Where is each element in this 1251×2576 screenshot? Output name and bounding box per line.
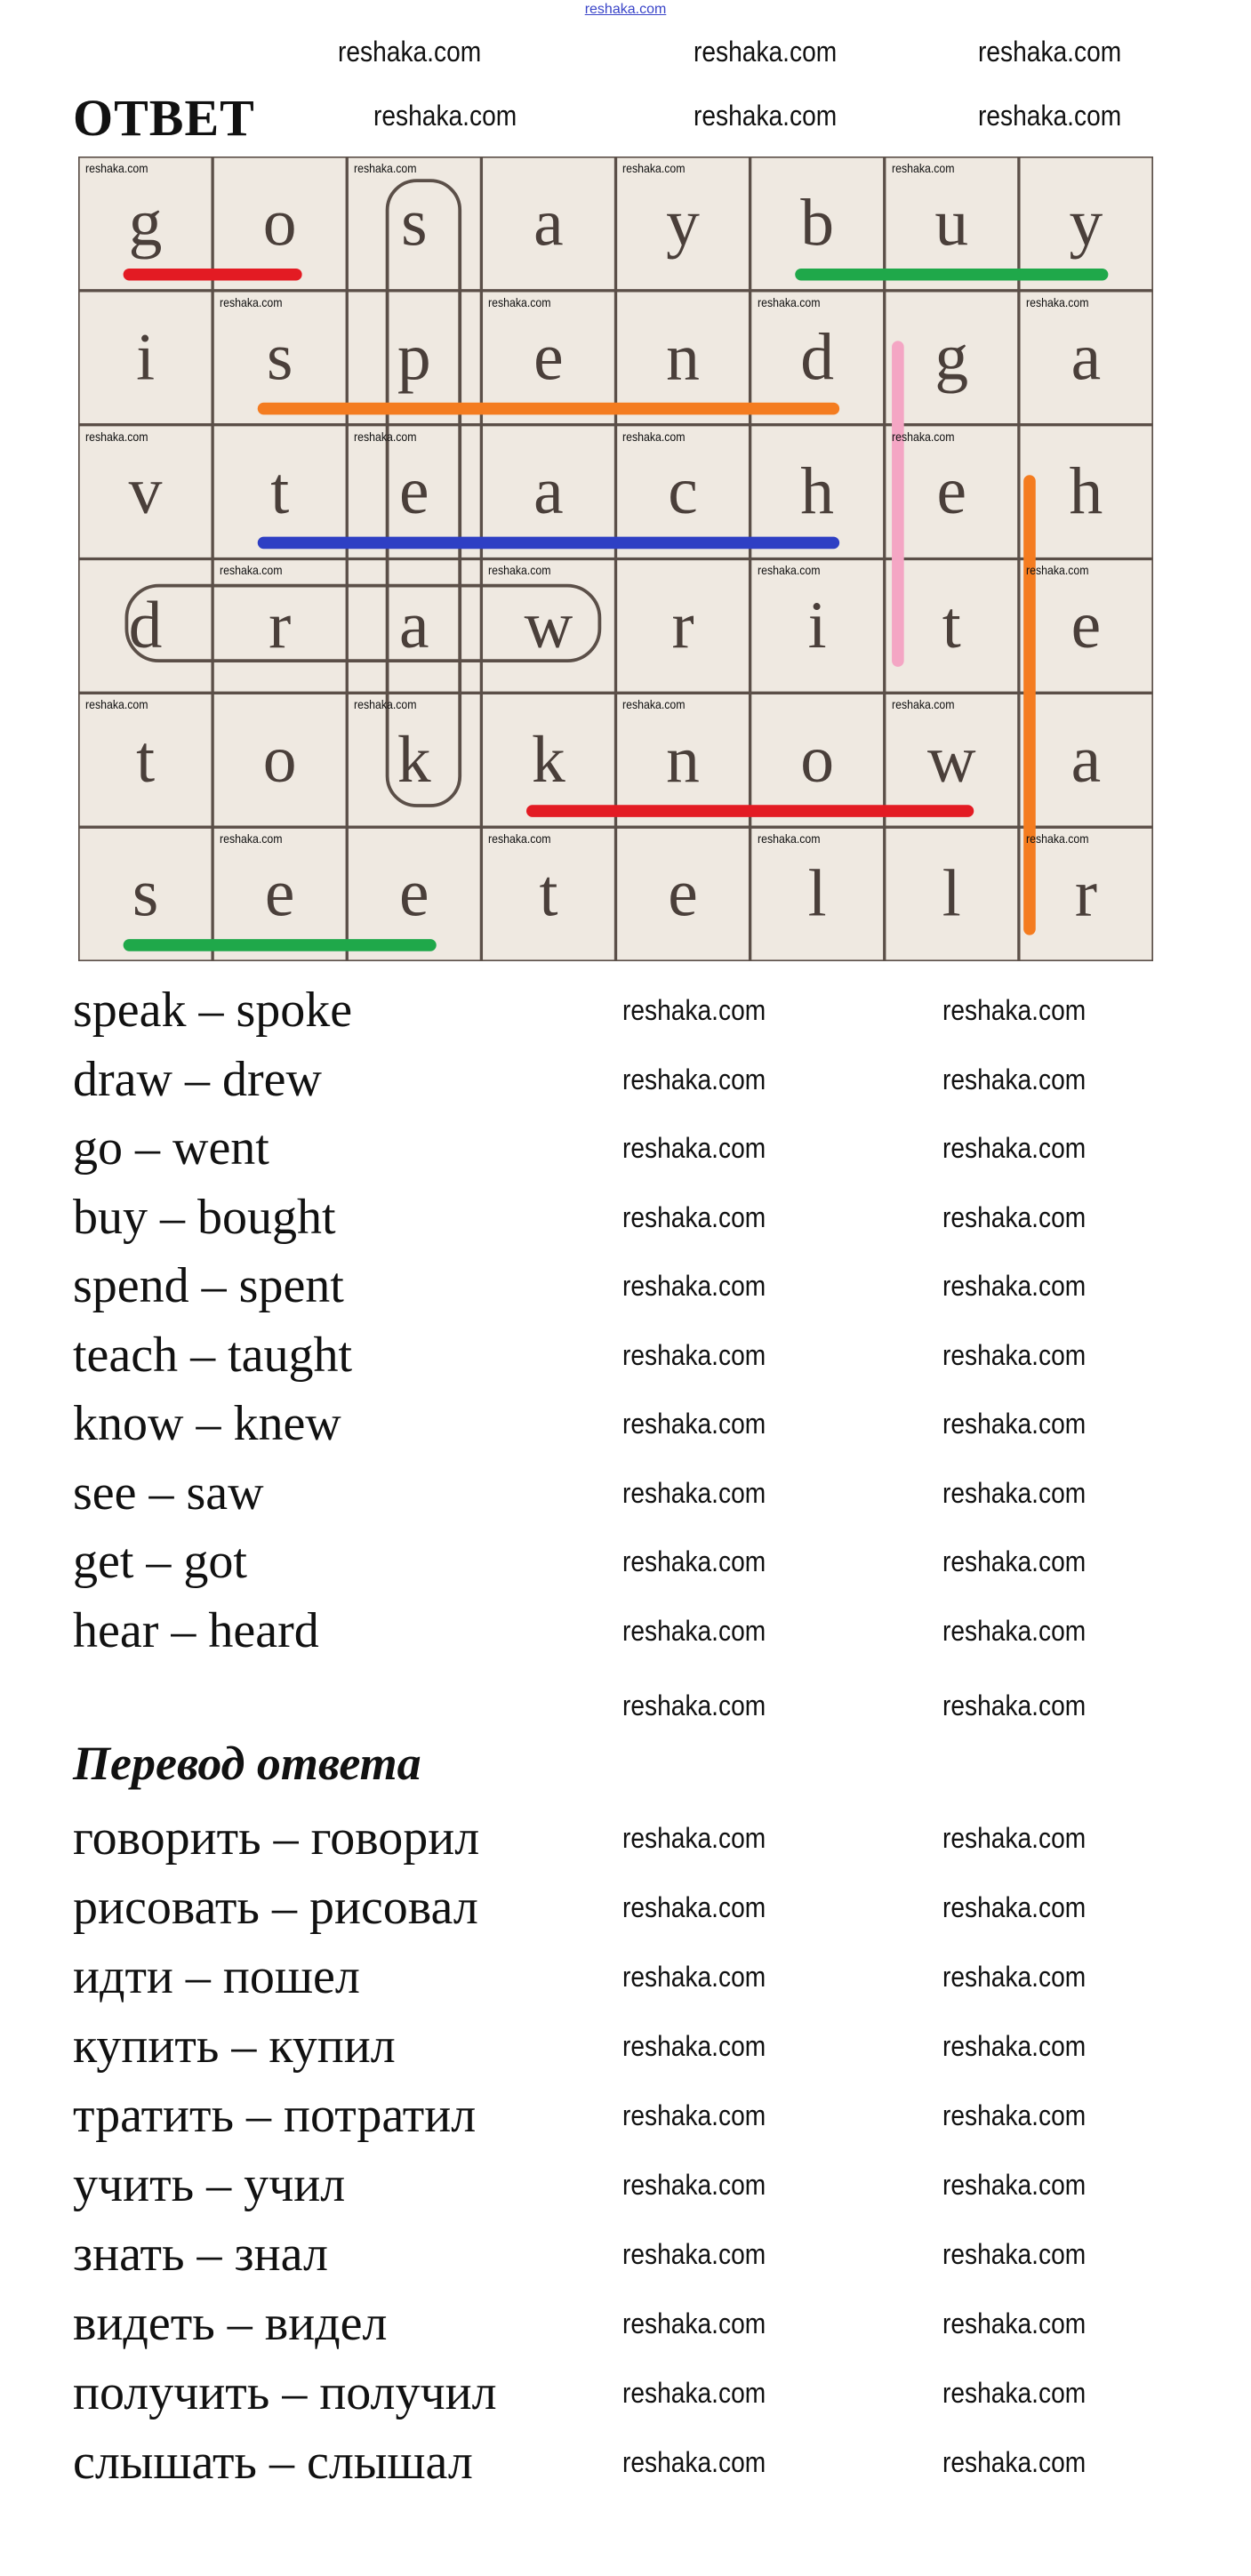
watermark: reshaka.com <box>942 2307 1087 2339</box>
watermark: reshaka.com <box>891 697 955 712</box>
grid-letter: a <box>399 589 429 663</box>
grid-letter: g <box>934 320 969 395</box>
translation-item: тратить – потратил <box>73 2088 477 2143</box>
grid-letter: e <box>936 454 967 529</box>
answer-item: draw – drew <box>73 1051 322 1107</box>
watermark: reshaka.com <box>942 1891 1087 1923</box>
site-link[interactable]: reshaka.com <box>584 2 667 17</box>
watermark: reshaka.com <box>942 2099 1087 2131</box>
watermark: reshaka.com <box>622 2169 766 2201</box>
watermark: reshaka.com <box>622 1200 766 1233</box>
translation-item: идти – пошел <box>73 1949 360 2004</box>
watermark: reshaka.com <box>942 1614 1087 1647</box>
watermark: reshaka.com <box>338 36 482 68</box>
translation-item: говорить – говорил <box>73 1810 480 1866</box>
answer-item: buy – bought <box>73 1189 336 1245</box>
grid-letter: k <box>397 722 431 797</box>
translation-list <box>73 1803 497 2497</box>
watermark: reshaka.com <box>942 2377 1087 2409</box>
watermark: reshaka.com <box>942 2169 1087 2201</box>
translation-item: видеть – видел <box>73 2296 388 2351</box>
watermark: reshaka.com <box>622 1270 766 1302</box>
watermark: reshaka.com <box>694 100 838 132</box>
watermark: reshaka.com <box>354 161 417 175</box>
answer-item: get – got <box>73 1534 247 1589</box>
grid-letter: e <box>1071 589 1102 663</box>
grid-letter: r <box>269 589 292 663</box>
watermark: reshaka.com <box>622 697 686 712</box>
grid-letter: e <box>668 856 698 931</box>
grid-letter: w <box>927 722 976 797</box>
watermark: reshaka.com <box>942 2030 1087 2062</box>
grid-letter: y <box>1069 186 1103 261</box>
watermark: reshaka.com <box>622 1822 766 1854</box>
grid-letter: v <box>128 454 163 529</box>
watermark: reshaka.com <box>622 1689 766 1721</box>
watermark: reshaka.com <box>942 1200 1087 1233</box>
grid-letter: l <box>942 856 961 931</box>
grid-letter: p <box>397 320 431 395</box>
watermark: reshaka.com <box>220 294 283 309</box>
grid-letter: t <box>942 589 961 663</box>
watermark: reshaka.com <box>942 1063 1087 1095</box>
grid-letter: s <box>401 186 428 261</box>
watermark: reshaka.com <box>622 1614 766 1647</box>
watermark: reshaka.com <box>942 1961 1087 1993</box>
grid-letter: g <box>128 186 163 261</box>
watermark: reshaka.com <box>488 563 551 578</box>
translation-item: знать – знал <box>73 2227 328 2282</box>
grid-letter: b <box>800 186 835 261</box>
grid-letter: d <box>800 320 835 395</box>
watermark: reshaka.com <box>942 1270 1087 1302</box>
grid-letter: a <box>533 186 564 261</box>
watermark: reshaka.com <box>622 2238 766 2270</box>
watermark: reshaka.com <box>622 1132 766 1164</box>
watermark: reshaka.com <box>622 1476 766 1509</box>
grid-letter: r <box>1074 856 1098 931</box>
translation-item: получить – получил <box>73 2365 497 2420</box>
translation-item: рисовать – рисовал <box>73 1880 478 1935</box>
answer-item: spend – spent <box>73 1258 344 1313</box>
watermark: reshaka.com <box>1025 294 1089 309</box>
watermark: reshaka.com <box>622 1961 766 1993</box>
watermark: reshaka.com <box>942 2238 1087 2270</box>
grid-letter: t <box>539 856 558 931</box>
grid-letter: e <box>399 454 429 529</box>
watermark: reshaka.com <box>978 36 1122 68</box>
watermark: reshaka.com <box>942 1408 1087 1440</box>
watermark: reshaka.com <box>488 831 551 846</box>
watermark: reshaka.com <box>354 697 417 712</box>
grid-letter: a <box>533 454 564 529</box>
watermark: reshaka.com <box>622 1338 766 1371</box>
answer-item: see – saw <box>73 1465 264 1521</box>
answer-item: hear – heard <box>73 1602 319 1658</box>
watermark: reshaka.com <box>622 2030 766 2062</box>
watermark: reshaka.com <box>622 2099 766 2131</box>
watermark: reshaka.com <box>373 100 517 132</box>
grid-letter: t <box>270 454 290 529</box>
watermark: reshaka.com <box>757 563 821 578</box>
watermark: reshaka.com <box>757 831 821 846</box>
watermark: reshaka.com <box>891 161 955 175</box>
watermark: reshaka.com <box>622 994 766 1026</box>
watermark: reshaka.com <box>85 429 148 444</box>
grid-letter: s <box>132 856 159 931</box>
grid-letter: d <box>128 589 163 663</box>
watermark: reshaka.com <box>354 429 417 444</box>
watermark: reshaka.com <box>622 2377 766 2409</box>
translation-heading: Перевод ответа <box>73 1737 421 1790</box>
grid-letter: n <box>666 320 700 395</box>
grid-letter: c <box>668 454 698 529</box>
grid-letter: e <box>264 856 295 931</box>
watermark: reshaka.com <box>942 1545 1087 1577</box>
grid-letter: e <box>533 320 564 395</box>
grid-letter: a <box>1071 722 1102 797</box>
watermark: reshaka.com <box>622 2307 766 2339</box>
watermark: reshaka.com <box>622 1545 766 1577</box>
grid-letter: e <box>399 856 429 931</box>
grid-letter: k <box>532 722 565 797</box>
answer-item: teach – taught <box>73 1327 353 1383</box>
watermark: reshaka.com <box>942 1689 1087 1721</box>
translation-item: учить – учил <box>73 2157 346 2212</box>
grid-letter: h <box>800 454 835 529</box>
watermark: reshaka.com <box>622 1408 766 1440</box>
answer-item: go – went <box>73 1120 269 1176</box>
watermark: reshaka.com <box>942 1476 1087 1509</box>
grid-letter: i <box>807 589 827 663</box>
answer-list <box>73 976 352 1665</box>
grid-letter: w <box>524 589 573 663</box>
grid-letter: u <box>934 186 969 261</box>
answer-item: know – knew <box>73 1396 341 1451</box>
watermark: reshaka.com <box>220 831 283 846</box>
watermark: reshaka.com <box>891 429 955 444</box>
grid-letter: l <box>807 856 827 931</box>
watermark: reshaka.com <box>85 161 148 175</box>
translation-item: слышать – слышал <box>73 2435 473 2490</box>
grid-letter: t <box>136 722 156 797</box>
watermark: reshaka.com <box>694 36 838 68</box>
watermark: reshaka.com <box>942 2446 1087 2478</box>
grid-letter: n <box>666 722 700 797</box>
watermark: reshaka.com <box>942 1338 1087 1371</box>
answer-item: speak – spoke <box>73 983 353 1038</box>
watermark: reshaka.com <box>978 100 1122 132</box>
watermark: reshaka.com <box>622 1063 766 1095</box>
grid-letter: a <box>1071 320 1102 395</box>
watermark: reshaka.com <box>1025 831 1089 846</box>
watermark: reshaka.com <box>85 697 148 712</box>
watermark: reshaka.com <box>622 2446 766 2478</box>
watermark: reshaka.com <box>220 563 283 578</box>
page-title: ОТВЕТ <box>73 89 255 147</box>
watermark: reshaka.com <box>942 1132 1087 1164</box>
watermark: reshaka.com <box>942 994 1087 1026</box>
grid-letter: h <box>1069 454 1103 529</box>
grid-letter: o <box>262 722 297 797</box>
grid-letter: i <box>136 320 156 395</box>
grid-letter: y <box>666 186 700 261</box>
watermark: reshaka.com <box>1025 563 1089 578</box>
grid-letter: o <box>262 186 297 261</box>
watermark: reshaka.com <box>622 161 686 175</box>
translation-item: купить – купил <box>73 2018 396 2074</box>
watermark: reshaka.com <box>622 1891 766 1923</box>
grid-letter: r <box>671 589 694 663</box>
watermark: reshaka.com <box>622 429 686 444</box>
watermark: reshaka.com <box>757 294 821 309</box>
grid-letter: s <box>266 320 293 395</box>
grid-letter: o <box>800 722 835 797</box>
watermark: reshaka.com <box>942 1822 1087 1854</box>
watermark: reshaka.com <box>488 294 551 309</box>
